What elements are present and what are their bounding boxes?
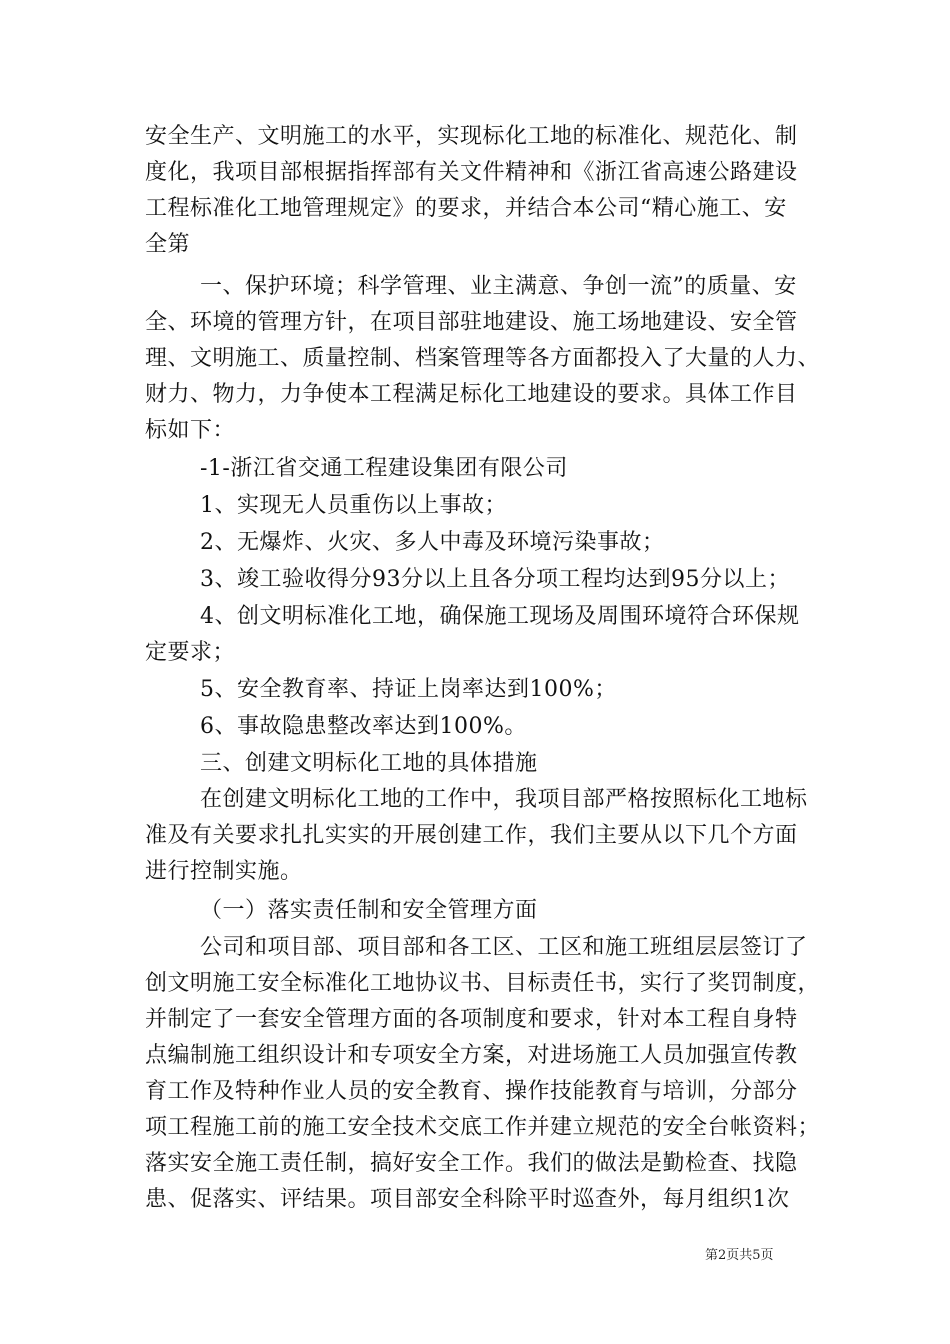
text-line: 6、事故隐患整改率达到100%。 (200, 714, 527, 739)
text-line: 准及有关要求扎扎实实的开展创建工作，我们主要从以下几个方面 (145, 823, 798, 848)
text-line: 全、环境的管理方针，在项目部驻地建设、施工场地建设、安全管 (145, 310, 798, 335)
text-line: 工程标准化工地管理规定》的要求，并结合本公司“精心施工、安 (145, 196, 787, 221)
text-line: 3、竣工验收得分93分以上且各分项工程均达到95分以上； (200, 567, 790, 592)
text-line: 育工作及特种作业人员的安全教育、操作技能教育与培训，分部分 (145, 1079, 798, 1104)
page-number: 第2页共5页 (705, 1248, 774, 1263)
text-line: 点编制施工组织设计和专项安全方案，对进场施工人员加强宣传教 (145, 1043, 798, 1068)
text-line: 全第 (145, 232, 191, 257)
text-line: 项工程施工前的施工安全技术交底工作并建立规范的安全台帐资料； (145, 1115, 821, 1140)
text-line: 公司和项目部、项目部和各工区、工区和施工班组层层签订了 (200, 935, 808, 960)
text-line: 理、文明施工、质量控制、档案管理等各方面都投入了大量的人力、 (145, 346, 821, 371)
text-line: 4、创文明标准化工地，确保施工现场及周围环境符合环保规 (200, 604, 800, 629)
text-line: 标如下： (145, 418, 236, 443)
text-line: （一）落实责任制和安全管理方面 (200, 898, 538, 923)
text-line: 患、促落实、评结果。项目部安全科除平时巡查外，每月组织1次 (145, 1187, 790, 1212)
text-line: 财力、物力，力争使本工程满足标化工地建设的要求。具体工作目 (145, 382, 798, 407)
text-line: -1-浙江省交通工程建设集团有限公司 (200, 456, 568, 481)
text-line: 度化，我项目部根据指挥部有关文件精神和《浙江省高速公路建设 (145, 160, 798, 185)
text-line: 一、保护环境；科学管理、业主满意、争创一流”的质量、安 (200, 274, 797, 299)
text-line: 2、无爆炸、火灾、多人中毒及环境污染事故； (200, 530, 665, 555)
text-line: 1、实现无人员重伤以上事故； (200, 493, 507, 518)
text-line: 创文明施工安全标准化工地协议书、目标责任书，实行了奖罚制度， (145, 971, 821, 996)
text-line: 5、安全教育率、持证上岗率达到100%； (200, 677, 617, 702)
text-line: 三、创建文明标化工地的具体措施 (200, 751, 538, 776)
text-line: 定要求； (145, 640, 236, 665)
text-line: 进行控制实施。 (145, 859, 303, 884)
text-line: 并制定了一套安全管理方面的各项制度和要求，针对本工程自身特 (145, 1007, 798, 1032)
text-line: 安全生产、文明施工的水平，实现标化工地的标准化、规范化、制 (145, 124, 798, 149)
text-line: 在创建文明标化工地的工作中，我项目部严格按照标化工地标 (200, 787, 808, 812)
text-line: 落实安全施工责任制，搞好安全工作。我们的做法是勤检查、找隐 (145, 1151, 798, 1176)
